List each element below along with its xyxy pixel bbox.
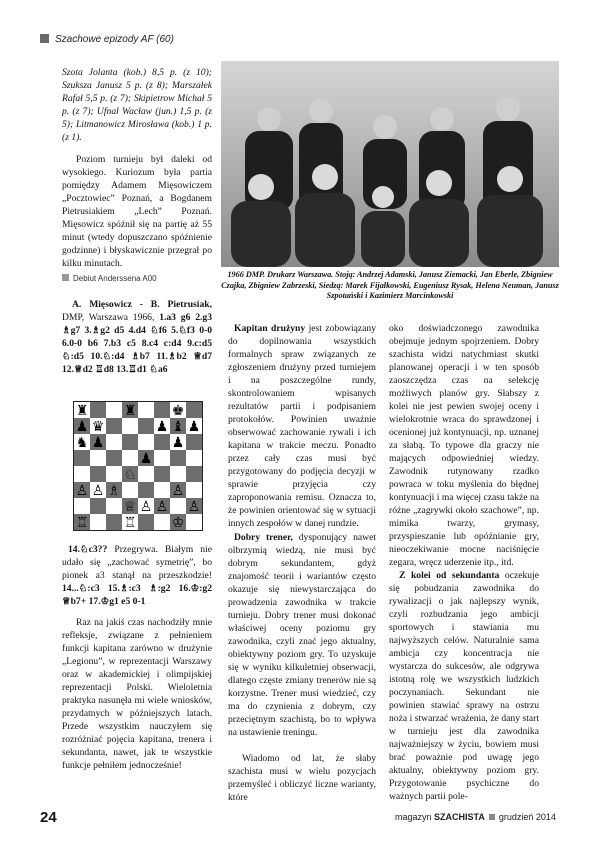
game-players: A. Mięsowicz - B. Pietrusiak, <box>72 299 212 310</box>
chess-piece: ♗ <box>107 483 121 499</box>
weak-player-paragraph <box>228 752 376 804</box>
results-list <box>62 66 212 144</box>
captain-paragraph <box>228 322 376 530</box>
game-event: DMP, Warszawa 1966, <box>62 312 155 323</box>
chess-piece: ♖ <box>75 515 89 530</box>
opening-tag <box>62 274 157 283</box>
board-square <box>154 514 170 530</box>
magazine-prefix: magazyn <box>395 812 432 822</box>
issue-date: grudzień 2014 <box>498 812 556 822</box>
board-square <box>90 402 106 418</box>
board-square <box>90 466 106 482</box>
board-square <box>154 402 170 418</box>
captain-lead: Kapitan drużyny <box>234 323 306 334</box>
board-square <box>138 402 154 418</box>
move14-continuation: 14...♘:c3 15.♗:c3 ♗:g2 16.♔:g2 ♕b7+ 17.♔g1 e5 0-1 <box>62 583 212 607</box>
board-square <box>74 450 90 466</box>
chess-diagram <box>73 401 203 531</box>
board-square <box>122 418 138 434</box>
board-square <box>186 434 202 450</box>
chess-piece: ♟ <box>75 419 89 435</box>
trainer-lead: Dobry trener, <box>234 532 293 543</box>
board-square <box>170 498 186 514</box>
captain-text: jest zobowiązany do dopilnowania wszystkich formalnych spraw związanych ze zgłoszeniem drużyny przed turniejem i na poszczególne rundy, skontrolowaniem wpisanych rezultatów partii i podpisaniem protokołów. Powinien uważnie obserwować zachowanie rywali i ich kapitana w trakcie meczu. Ponadto przez cały czas musi być przygotowany do podjęcia decyzji w sprawie przyjęcia czy zaproponowania remisu. Oznacza to, że powinien orientować się w sytuacji innych zespołów w danej rundzie. <box>228 323 376 529</box>
move14-move: 14.♘c3?? <box>68 544 108 555</box>
magazine-name: SZACHISTA <box>434 812 485 822</box>
board-square <box>170 450 186 466</box>
board-square <box>186 514 202 530</box>
chess-piece: ♙ <box>155 499 169 515</box>
board-square <box>186 482 202 498</box>
board-square <box>186 402 202 418</box>
board-square <box>106 418 122 434</box>
experienced-paragraph <box>389 322 539 569</box>
trainer-text: dysponujący nawet olbrzymią wiedzą, nie musi być dobrym sekundantem, gdyż znajomość teorii i wariantów często okazuje się niewystarczająca do prowadzenia zawodnika w trakcie turnieju. Dobry trener musi dokonać właściwej oceny poziomu gry zawodnika, czyli znać jego aktualny, obiektywny poziom gry. To uzyskuje się w wyniku kilkuletniej obserwacji, dlatego częste zmiany trenerów nie są korzystne. Trener musi wiedzieć, czy ma do czynienia z dobrym, czy przeciętnym szachistą, bo to wpływa na ustawienie treningu. <box>228 532 376 738</box>
board-square <box>90 498 106 514</box>
weak-player-text: Wiadomo od lat, że słaby szachista musi w wielu pozycjach przemyśleć i obliczyć liczne warianty, które <box>228 753 376 803</box>
magazine-footer <box>395 812 556 822</box>
board-square <box>154 450 170 466</box>
board-square <box>138 482 154 498</box>
opening-name: Debiut Anderssena A00 <box>73 274 157 283</box>
move14-annotation <box>62 543 212 608</box>
chess-piece: ♟ <box>171 435 185 451</box>
game-notation <box>62 298 212 376</box>
reflections-text: Raz na jakiś czas nachodziły mnie refleksje, związane z pełnieniem funkcji kapitana zarówno w drużynie „Legionu”, w reprezentacji Warszawy oraz w akademickiej i olimpijskiej reprezentacji Polski. Wieloletnia praktyka nasunęła mi wiele wniosków, przydatnych w późniejszych latach. Przede wszystkim nauczyłem się rozróżniać pojęcia kapitana, trenera i sekundanta, nawet, jak te wszystkie funkcje pełniłem jednocześnie! <box>62 617 212 771</box>
chess-piece: ♜ <box>123 403 137 419</box>
second-lead: Z kolei od sekundanta <box>399 570 500 581</box>
trainer-paragraph <box>228 531 376 739</box>
board-square <box>74 466 90 482</box>
chess-piece: ♚ <box>171 403 185 419</box>
team-photo-illustration <box>221 61 559 267</box>
chess-piece: ♙ <box>139 499 153 515</box>
chess-piece: ♝ <box>171 419 185 435</box>
chess-piece: ♛ <box>91 419 105 435</box>
chess-piece: ♙ <box>171 483 185 499</box>
chess-piece: ♙ <box>91 483 105 499</box>
chess-piece: ♟ <box>187 419 201 435</box>
board-square <box>154 466 170 482</box>
chess-piece: ♟ <box>155 419 169 435</box>
board-square <box>90 450 106 466</box>
board-square <box>186 466 202 482</box>
board-square <box>186 450 202 466</box>
team-photo <box>221 61 559 267</box>
move14-comment: Przegrywa. Białym nie udało się „zachować symetrię”, bo pionek a3 stanął na przeszkodzie! <box>62 544 212 581</box>
board-square <box>138 514 154 530</box>
board-square <box>138 466 154 482</box>
photo-caption: 1966 DMP. Drukarz Warszawa. Stoją: Andrzej Adamski, Janusz Ziemacki, Jan Eberle, Zbigniew Czajka, Zbigniew Zabrzeski, Siedzą: Marek Fijałkowski, Eugeniusz Rysak, Helena Neuman, Janusz Szpotański i Kazimierz Marcinkowski <box>221 270 559 300</box>
board-square <box>154 482 170 498</box>
tag-square-icon <box>62 274 69 281</box>
chess-piece: ♟ <box>91 435 105 451</box>
experienced-text: oko doświadczonego zawodnika obejmuje jednym spojrzeniem. Dobry szachista widzi natychmiast skutki planowanej operacji i w ten sposób zaoszczędza czas na selekcję możliwych planów gry. Słabszy z kolei nie jest pewien swojej oceny i wielokrotnie wraca do sprawdzonej i ocenionej już kontynuacji, np. uznanej za słabą. To typowe dla graczy nie mających odpowiedniej wiedzy. Zawodnik rutynowany rzadko powraca w toku myślenia do błędnej kontynuacji i ma więcej czasu także na różne „zagrywki około szachowe”, np. mimika twarzy, grymasy, przyspieszanie lub opóźnianie gry, nieoczekiwanie mocne naciśnięcie zegara, wręcz uderzenie itp., itd. <box>389 323 539 568</box>
chess-board <box>74 402 202 530</box>
board-square <box>106 450 122 466</box>
chess-piece: ♞ <box>75 435 89 451</box>
board-square <box>170 466 186 482</box>
running-header <box>40 34 174 45</box>
board-square <box>90 514 106 530</box>
intro-text: Poziom turnieju był daleki od wysokiego. Kuriozum była partia pomiędzy Adamem Mięsowiczem „Pocztowiec” Poznań, a Bogdanem Pietrusiakiem „Lech” Poznań. Mięsowicz spóźnił się na partię aż 55 minut (wtedy dopuszczano spóźnienie godzinne) i błyskawicznie przegrał po kilku minutach. <box>62 154 212 269</box>
board-square <box>122 450 138 466</box>
board-square <box>74 498 90 514</box>
chess-piece: ♘ <box>123 467 137 483</box>
board-square <box>106 466 122 482</box>
page-number: 24 <box>40 809 57 826</box>
second-paragraph <box>389 569 539 803</box>
board-square <box>154 434 170 450</box>
chess-piece: ♜ <box>75 403 89 419</box>
board-square <box>122 434 138 450</box>
chess-piece: ♙ <box>75 483 89 499</box>
intro-paragraph <box>62 153 212 270</box>
board-square <box>138 434 154 450</box>
game-moves: 1.a3 g6 2.g3 ♗g7 3.♗g2 d5 4.d4 ♘f6 5.♘f3 0-0 6.0-0 b6 7.b3 c5 8.c4 c:d4 9.c:d5 ♘:d5 10.♘:d4 ♗b7 11.♗b2 ♕d7 12.♕d2 ♖d8 13.♖d1 ♘a6 <box>62 312 212 375</box>
board-square <box>106 498 122 514</box>
board-square <box>106 402 122 418</box>
board-square <box>138 418 154 434</box>
results-text: Szota Jolanta (kob.) 8,5 p. (z 10); Szuksza Janusz 5 p. (z 8); Marszałek Rafał 5,5 p. (z 7); Skipietrow Michał 5 p. (z 7); Ufnal Wacław (jun.) 1,5 p. (z 5); Litmanowicz Mirosława (kob.) 1 p. (z 1). <box>62 67 212 143</box>
header-square-icon <box>40 34 49 43</box>
chess-piece: ♕ <box>123 499 137 515</box>
header-title: Szachowe epizody AF (60) <box>55 34 174 45</box>
chess-piece: ♟ <box>139 451 153 467</box>
reflections-paragraph <box>62 616 212 772</box>
second-text: oczekuje się pobudzania zawodnika do rywalizacji o jak najlepszy wynik, czyli rozbudzania jego ambicji sportowych i stawiania mu najwyższych celów. Naturalnie sama ambicja czy koncentracja nie wystarcza do sukcesów, ale odgrywa istotną rolę we wszystkich ludzkich poczynaniach. Sekundant nie powinien stawiać sprawy na ostrzu noża i stwarzać wrażenia, że dany start w turnieju jest dla zawodnika najważniejszy w życiu, bowiem musi brać poważnie pod uwagę jego aktualny, obiektywny poziom gry. Przygotowanie psychiczne do ważnych partii pole- <box>389 570 539 802</box>
board-square <box>106 434 122 450</box>
board-square <box>106 514 122 530</box>
board-square <box>122 482 138 498</box>
chess-piece: ♔ <box>171 515 185 530</box>
chess-piece: ♙ <box>187 499 201 515</box>
chess-piece: ♖ <box>123 515 137 530</box>
footer-square-icon <box>489 814 495 820</box>
